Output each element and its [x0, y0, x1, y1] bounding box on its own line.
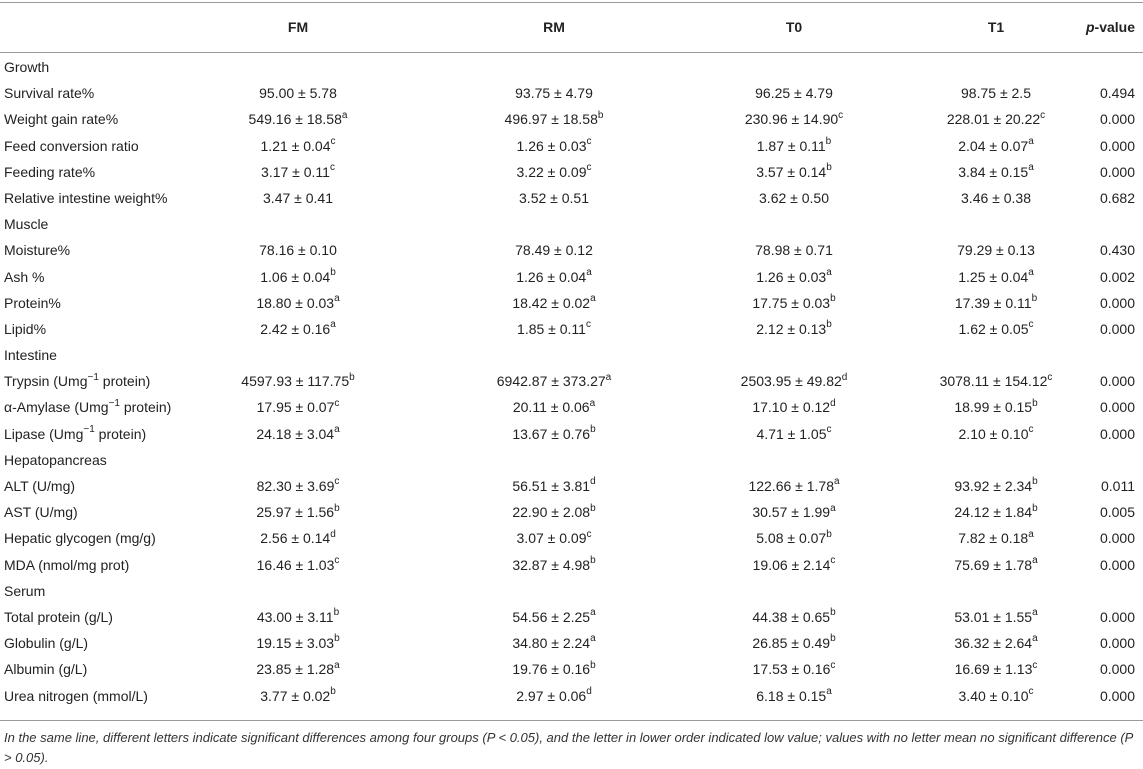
table-row — [0, 604, 1143, 630]
cell-value: 1.25 ± 0.04 — [958, 268, 1029, 285]
significance-letter: c — [1032, 659, 1038, 671]
significance-letter: b — [334, 633, 340, 645]
cell-value: 3.22 ± 0.09 — [516, 163, 587, 180]
table-bottom-rule — [0, 720, 1143, 721]
cell-value: 1.62 ± 0.05 — [958, 320, 1029, 337]
cell-rm — [426, 368, 682, 394]
cell-value: 17.39 ± 0.11 — [954, 294, 1032, 311]
table-row — [0, 394, 1143, 420]
p-value-suffix-label: -value — [1094, 19, 1135, 35]
significance-letter: c — [826, 423, 832, 435]
cell-fm — [170, 656, 426, 682]
table-row — [0, 159, 1143, 185]
row-label: Trypsin (Umg$^{-1}$ protein) — [4, 371, 151, 390]
cell-value: 228.01 ± 20.22 — [946, 111, 1041, 128]
section-row — [0, 578, 1143, 604]
section-row — [0, 447, 1143, 473]
row-label: MDA (nmol/mg prot) — [4, 556, 130, 573]
cell-p-value: 0.000 — [1099, 111, 1135, 128]
cell-value: 24.18 ± 3.04 — [256, 425, 335, 442]
cell-value: 93.92 ± 2.34 — [954, 478, 1033, 494]
significance-letter: c — [330, 135, 336, 147]
cell-fm — [170, 499, 426, 525]
row-label: Relative intestine weight% — [4, 189, 168, 206]
table-row — [0, 185, 1143, 211]
cell-value: 18.42 ± 0.02 — [512, 294, 591, 311]
significance-letter: a — [334, 293, 340, 305]
row-label: Albumin (g/L) — [4, 661, 88, 678]
significance-letter: c — [1047, 371, 1053, 383]
cell-value: 3.77 ± 0.02 — [260, 687, 331, 704]
cell-fm — [170, 133, 426, 159]
row-label: Globulin (g/L) — [4, 635, 89, 652]
cell-value: 1.87 ± 0.11 — [756, 137, 826, 154]
row-label: Lipase (Umg$^{-1}$ protein) — [4, 423, 147, 442]
cell-p-value: 0.430 — [1099, 242, 1135, 259]
significance-letter: c — [585, 319, 591, 331]
cell-value: 17.95 ± 0.07 — [256, 399, 335, 416]
significance-letter: c — [329, 162, 335, 174]
section-row — [0, 54, 1143, 80]
section-title: Hepatopancreas — [4, 451, 107, 468]
significance-letter: a — [334, 423, 340, 435]
cell-value: 2.97 ± 0.06 — [516, 687, 587, 704]
cell-rm — [426, 525, 682, 551]
table-body — [0, 54, 1143, 709]
cell-value: 78.98 ± 0.71 — [755, 242, 833, 259]
cell-fm — [170, 473, 426, 499]
cell-value: 17.53 ± 0.16 — [752, 661, 831, 678]
cell-value: 16.69 ± 1.13 — [954, 661, 1033, 678]
cell-fm — [170, 106, 426, 132]
significance-letter: a — [334, 659, 340, 671]
table-row — [0, 106, 1143, 132]
cell-rm — [426, 421, 682, 447]
cell-value: 6.18 ± 0.15 — [756, 687, 827, 704]
cell-value: 3.62 ± 0.50 — [759, 189, 829, 206]
cell-p-value: 0.011 — [1101, 478, 1135, 494]
significance-letter: d — [330, 528, 336, 540]
significance-letter: c — [1040, 109, 1046, 121]
section-title: Growth — [4, 59, 50, 75]
significance-letter: c — [1028, 423, 1034, 435]
p-value-italic-label: p — [1085, 19, 1095, 35]
cell-value: 56.51 ± 3.81 — [512, 478, 591, 494]
cell-fm — [170, 394, 426, 420]
section-title: Serum — [4, 582, 46, 599]
cell-value: 93.75 ± 4.79 — [515, 85, 593, 102]
table-row — [0, 237, 1143, 263]
significance-letter: b — [597, 109, 604, 121]
row-label: AST (U/mg) — [4, 504, 78, 521]
row-label: Hepatic glycogen (mg/g) — [4, 530, 156, 547]
cell-p-value: 0.682 — [1099, 189, 1135, 206]
cell-value: 2.04 ± 0.07 — [958, 137, 1029, 154]
significance-letter: b — [334, 502, 340, 514]
significance-letter: a — [1028, 135, 1034, 147]
significance-letter: a — [1032, 607, 1038, 619]
cell-fm — [170, 237, 426, 263]
cell-value: 4.71 ± 1.05 — [756, 425, 827, 442]
significance-letter: d — [830, 397, 836, 409]
cell-p-value: 0.002 — [1099, 268, 1135, 285]
cell-value: 19.76 ± 0.16 — [512, 661, 591, 678]
row-label: Feed conversion ratio — [4, 137, 139, 154]
cell-value: 3.46 ± 0.38 — [961, 189, 1031, 206]
cell-value: 1.06 ± 0.04 — [260, 268, 331, 285]
cell-rm — [426, 264, 682, 290]
table-row — [0, 683, 1143, 709]
cell-value: 1.26 ± 0.03 — [756, 268, 827, 285]
significance-letter: a — [605, 371, 612, 383]
cell-fm — [170, 421, 426, 447]
cell-value: 20.11 ± 0.06 — [512, 399, 590, 416]
significance-letter: c — [586, 135, 592, 147]
cell-value: 78.49 ± 0.12 — [515, 242, 593, 259]
significance-letter: c — [1028, 319, 1034, 331]
cell-value: 36.32 ± 2.64 — [954, 635, 1033, 652]
cell-rm — [426, 316, 682, 342]
column-header-fm: FM — [287, 19, 309, 35]
cell-p-value: 0.494 — [1099, 85, 1135, 102]
significance-letter: a — [826, 266, 832, 278]
row-label: Survival rate% — [4, 85, 95, 102]
cell-value: 3.40 ± 0.10 — [958, 687, 1029, 704]
significance-letter: c — [830, 659, 836, 671]
significance-letter: b — [330, 685, 336, 697]
cell-value: 3.57 ± 0.14 — [756, 163, 827, 180]
cell-p-value: 0.000 — [1099, 608, 1135, 625]
cell-rm — [426, 656, 682, 682]
cell-value: 96.25 ± 4.79 — [755, 85, 833, 102]
cell-value: 18.80 ± 0.03 — [256, 294, 335, 311]
significance-letter: a — [1028, 528, 1034, 540]
cell-rm — [426, 552, 682, 578]
cell-p-value: 0.000 — [1099, 530, 1135, 547]
cell-value: 1.21 ± 0.04 — [260, 137, 331, 154]
significance-letter: b — [1032, 397, 1038, 409]
row-label: Protein% — [4, 294, 61, 311]
cell-value: 496.97 ± 18.58 — [504, 111, 598, 128]
significance-letter: a — [1028, 266, 1034, 278]
significance-letter: b — [349, 371, 355, 383]
cell-fm — [170, 80, 426, 106]
cell-p-value: 0.000 — [1099, 687, 1135, 704]
significance-letter: b — [590, 659, 596, 671]
cell-value: 5.08 ± 0.07 — [756, 530, 827, 547]
table-row — [0, 656, 1143, 682]
cell-value: 98.75 ± 2.5 — [961, 85, 1031, 102]
cell-value: 54.56 ± 2.25 — [512, 608, 591, 625]
significance-letter: b — [830, 293, 836, 305]
cell-value: 17.75 ± 0.03 — [752, 294, 831, 311]
cell-value: 13.67 ± 0.76 — [512, 425, 591, 442]
cell-value: 7.82 ± 0.18 — [958, 530, 1029, 547]
cell-value: 24.12 ± 1.84 — [954, 504, 1033, 521]
table-header-rule — [0, 52, 1143, 53]
cell-rm — [426, 604, 682, 630]
cell-rm — [426, 473, 682, 499]
significance-letter: a — [590, 633, 596, 645]
cell-value: 53.01 ± 1.55 — [954, 608, 1033, 625]
table-row — [0, 316, 1143, 342]
cell-p-value: 0.000 — [1099, 137, 1135, 154]
cell-value: 43.00 ± 3.11 — [256, 608, 334, 625]
column-header-t1: T1 — [987, 19, 1005, 35]
significance-letter: b — [590, 502, 596, 514]
cell-rm — [426, 290, 682, 316]
cell-p-value: 0.000 — [1099, 294, 1135, 311]
significance-letter: a — [1028, 162, 1034, 174]
cell-value: 23.85 ± 1.28 — [256, 661, 335, 678]
table-row — [0, 525, 1143, 551]
significance-letter: a — [833, 476, 840, 488]
significance-letter: c — [830, 554, 836, 566]
cell-value: 79.29 ± 0.13 — [957, 242, 1035, 259]
cell-rm — [426, 185, 682, 211]
significance-letter: c — [1028, 685, 1034, 697]
cell-rm — [426, 394, 682, 420]
cell-value: 32.87 ± 4.98 — [512, 556, 591, 573]
cell-value: 22.90 ± 2.08 — [512, 504, 591, 521]
significance-letter: b — [830, 607, 836, 619]
significance-letter: c — [334, 554, 340, 566]
cell-p-value: 0.000 — [1099, 320, 1135, 337]
cell-value: 1.26 ± 0.03 — [516, 137, 587, 154]
cell-value: 26.85 ± 0.49 — [752, 635, 831, 652]
cell-value: 17.10 ± 0.12 — [752, 399, 831, 416]
cell-value: 19.06 ± 2.14 — [752, 556, 831, 573]
cell-value: 230.96 ± 14.90 — [744, 111, 839, 128]
section-title: Intestine — [4, 347, 57, 364]
cell-rm — [426, 80, 682, 106]
significance-letter: a — [590, 293, 596, 305]
cell-value: 3.52 ± 0.51 — [519, 189, 589, 206]
column-header-t0: T0 — [785, 19, 803, 35]
cell-value: 2.12 ± 0.13 — [756, 320, 827, 337]
cell-value: 16.46 ± 1.03 — [256, 556, 335, 573]
significance-letter: b — [1032, 502, 1038, 514]
cell-rm — [426, 499, 682, 525]
cell-value: 75.69 ± 1.78 — [954, 556, 1033, 573]
cell-p-value: 0.000 — [1099, 373, 1135, 390]
table-row — [0, 133, 1143, 159]
column-header-rm: RM — [543, 19, 565, 35]
significance-letter: a — [586, 266, 592, 278]
cell-value: 44.38 ± 0.65 — [752, 608, 831, 625]
significance-letter: b — [330, 266, 336, 278]
table-footnote: In the same line, different letters indicate significant differences among four groups (P < 0.05), and the letter in lower order indicated low value; values with no letter mean no significant difference (P > 0.05). — [4, 730, 1133, 765]
row-label: ALT (U/mg) — [4, 478, 76, 494]
cell-rm — [426, 630, 682, 656]
cell-value: 6942.87 ± 373.27 — [496, 373, 606, 390]
cell-value: 1.26 ± 0.04 — [516, 268, 587, 285]
cell-value: 4597.93 ± 117.75 — [241, 373, 350, 390]
cell-p-value: 0.000 — [1099, 556, 1135, 573]
table-row — [0, 264, 1143, 290]
cell-rm — [426, 237, 682, 263]
significance-letter: b — [825, 135, 832, 147]
cell-fm — [170, 525, 426, 551]
cell-value: 30.57 ± 1.99 — [752, 504, 831, 521]
cell-p-value: 0.000 — [1099, 425, 1135, 442]
significance-letter: d — [586, 685, 592, 697]
significance-letter: a — [590, 607, 596, 619]
table-header-row — [0, 3, 1143, 52]
row-label: Total protein (g/L) — [4, 608, 113, 625]
significance-letter: b — [590, 554, 596, 566]
significance-letter: a — [1032, 633, 1038, 645]
cell-fm — [170, 630, 426, 656]
cell-value: 3078.11 ± 154.12 — [939, 373, 1048, 390]
cell-value: 18.99 ± 0.15 — [954, 399, 1033, 416]
table-row — [0, 630, 1143, 656]
significance-letter: b — [826, 319, 832, 331]
cell-value: 3.17 ± 0.11 — [261, 163, 330, 180]
table-row — [0, 80, 1143, 106]
significance-letter: b — [1032, 476, 1038, 488]
cell-rm — [426, 159, 682, 185]
row-label: Feeding rate% — [4, 163, 96, 180]
table-row — [0, 552, 1143, 578]
significance-letter: a — [830, 502, 836, 514]
significance-letter: c — [586, 528, 592, 540]
cell-value: 34.80 ± 2.24 — [512, 635, 591, 652]
cell-value: 2.42 ± 0.16 — [260, 320, 331, 337]
significance-letter: b — [830, 633, 836, 645]
cell-value: 2503.95 ± 49.82 — [740, 373, 842, 390]
cell-rm — [426, 683, 682, 709]
cell-value: 3.84 ± 0.15 — [958, 163, 1029, 180]
cell-value: 3.07 ± 0.09 — [516, 530, 587, 547]
significance-letter: c — [334, 476, 340, 488]
significance-letter: b — [590, 423, 596, 435]
section-title: Muscle — [4, 216, 49, 233]
cell-p-value: 0.000 — [1099, 661, 1135, 678]
cell-rm — [426, 106, 682, 132]
cell-fm — [170, 290, 426, 316]
table-row — [0, 473, 1143, 499]
table-row — [0, 368, 1143, 394]
row-label: α-Amylase (Umg$^{-1}$ protein) — [4, 397, 172, 416]
cell-fm — [170, 159, 426, 185]
cell-p-value: 0.000 — [1099, 163, 1135, 180]
table-row — [0, 499, 1143, 525]
cell-fm — [170, 552, 426, 578]
cell-fm — [170, 264, 426, 290]
section-row — [0, 211, 1143, 237]
cell-value: 549.16 ± 18.58 — [248, 111, 342, 128]
cell-value: 3.47 ± 0.41 — [263, 189, 333, 206]
significance-letter: a — [826, 685, 832, 697]
significance-letter: a — [330, 319, 336, 331]
significance-letter: b — [826, 528, 832, 540]
row-label: Urea nitrogen (mmol/L) — [4, 687, 148, 704]
cell-fm — [170, 604, 426, 630]
significance-letter: c — [334, 397, 340, 409]
significance-letter: d — [841, 371, 848, 383]
cell-rm — [426, 133, 682, 159]
cell-value: 1.85 ± 0.11 — [517, 320, 586, 337]
cell-fm — [170, 316, 426, 342]
row-label: Lipid% — [4, 320, 47, 337]
cell-fm — [170, 185, 426, 211]
column-header-p-value — [1035, 3, 1135, 52]
cell-fm — [170, 683, 426, 709]
significance-letter: d — [590, 476, 596, 488]
cell-value: 82.30 ± 3.69 — [256, 478, 335, 494]
section-row — [0, 342, 1143, 368]
cell-value: 122.66 ± 1.78 — [748, 478, 834, 494]
cell-value: 19.15 ± 3.03 — [256, 635, 335, 652]
table-row — [0, 421, 1143, 447]
table-row — [0, 290, 1143, 316]
significance-letter: b — [826, 162, 832, 174]
cell-p-value: 0.000 — [1099, 399, 1135, 416]
cell-value: 78.16 ± 0.10 — [259, 242, 337, 259]
significance-letter: b — [1031, 293, 1038, 305]
significance-letter: b — [333, 607, 340, 619]
significance-letter: a — [341, 109, 348, 121]
cell-value: 25.97 ± 1.56 — [256, 504, 335, 521]
significance-letter: c — [586, 162, 592, 174]
cell-value: 2.10 ± 0.10 — [958, 425, 1029, 442]
row-label: Ash % — [4, 268, 45, 285]
significance-letter: c — [838, 109, 844, 121]
row-label: Weight gain rate% — [4, 111, 119, 128]
cell-fm — [170, 368, 426, 394]
cell-p-value: 0.000 — [1099, 635, 1135, 652]
cell-p-value: 0.005 — [1099, 504, 1135, 521]
significance-letter: a — [589, 397, 596, 409]
cell-value: 95.00 ± 5.78 — [259, 85, 337, 102]
row-label: Moisture% — [4, 242, 71, 259]
significance-letter: a — [1032, 554, 1038, 566]
cell-value: 2.56 ± 0.14 — [260, 530, 331, 547]
